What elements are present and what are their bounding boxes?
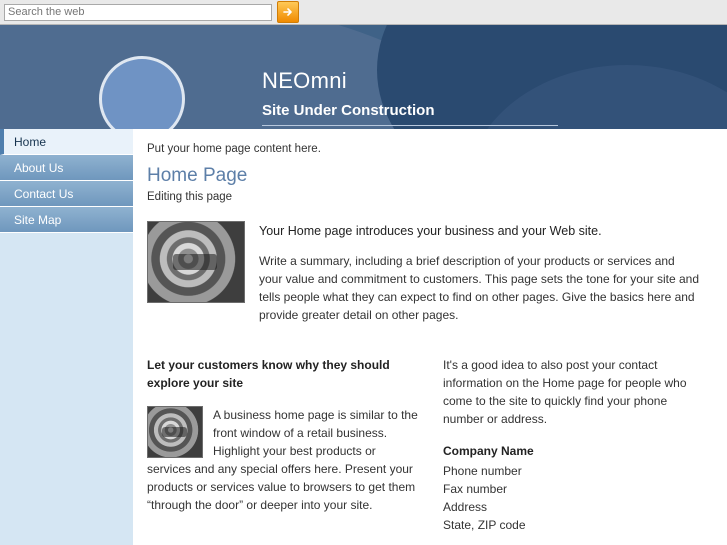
content-intro: Put your home page content here.: [147, 143, 321, 155]
page-body: [0, 129, 727, 545]
sidebar-nav: [0, 129, 133, 545]
left-column-row: [147, 406, 419, 514]
sidebar-item-label: Home: [14, 135, 47, 149]
sidebar-item-label: About Us: [14, 161, 64, 175]
sidebar-item-site-map[interactable]: [0, 207, 133, 233]
banner-text-block: [262, 69, 435, 119]
intro-text-block: [259, 221, 701, 324]
left-column-image: [147, 406, 203, 458]
left-column: [147, 356, 443, 534]
banner-divider: [262, 125, 558, 126]
site-title: NEOmni: [262, 68, 347, 93]
browser-search-bar: [0, 0, 727, 25]
main-content: [133, 129, 727, 545]
sidebar-item-label: Contact Us: [14, 187, 74, 201]
contact-lead: It's a good idea to also post your contact information on the Home page for people who come to the site to quickly find your phone number or address.: [443, 358, 687, 426]
contact-address: Address: [443, 500, 488, 514]
left-column-subhead: Let your customers know why they should explore your site: [147, 358, 390, 390]
editing-note: Editing this page: [147, 191, 233, 203]
sidebar-item-contact-us[interactable]: [0, 181, 133, 207]
right-column: [443, 356, 701, 534]
sidebar-item-label: Site Map: [14, 213, 62, 227]
site-tagline: Site Under Construction: [262, 102, 435, 119]
intro-row: [147, 221, 701, 324]
company-name: Company Name: [443, 444, 534, 458]
go-arrow-icon: [282, 6, 294, 18]
search-input[interactable]: [4, 4, 272, 21]
sidebar-item-about-us[interactable]: [0, 155, 133, 181]
contact-phone: Phone number: [443, 464, 522, 478]
site-banner: [0, 25, 727, 129]
search-go-button[interactable]: [277, 1, 299, 23]
lower-columns: [147, 356, 701, 534]
contact-fax: Fax number: [443, 482, 508, 496]
contact-state-zip: State, ZIP code: [443, 518, 526, 532]
left-column-text: A business home page is similar to the front window of a retail business. Highlight your best products or services and any special offers here. Present your products or services value to browsers to get them “through the door” or deeper into your site.: [147, 408, 418, 512]
hero-image: [147, 221, 245, 303]
intro-lede: Your Home page introduces your business and your Web site.: [259, 224, 602, 238]
sidebar-item-home[interactable]: [0, 129, 133, 155]
page-title: Home Page: [147, 165, 248, 186]
intro-body: Write a summary, including a brief description of your products or services and your value and commitment to customers. This page sets the tone for your site and tells people what they can expect to find on other pages. Give the basics here and provide greater detail on other pages.: [259, 254, 699, 322]
